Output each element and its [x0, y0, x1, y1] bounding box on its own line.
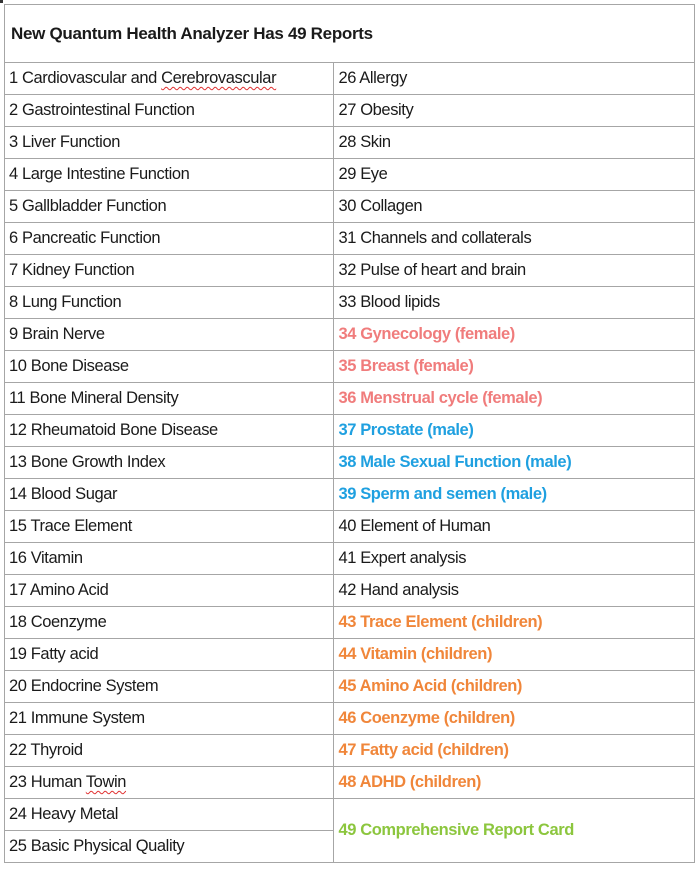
report-cell-right: [334, 191, 695, 223]
report-label: 46 Coenzyme (children): [338, 709, 515, 727]
table-row: [5, 383, 695, 415]
table-row: [5, 319, 695, 351]
report-cell-left: [5, 255, 334, 287]
table-row: [5, 95, 695, 127]
report-label: 26 Allergy: [338, 69, 407, 87]
report-label: 11 Bone Mineral Density: [9, 389, 179, 407]
report-cell-left: [5, 511, 334, 543]
report-cell-left: [5, 703, 334, 735]
table-row: [5, 287, 695, 319]
report-cell-right: [334, 95, 695, 127]
report-label: 9 Brain Nerve: [9, 325, 105, 343]
report-label: 39 Sperm and semen (male): [338, 485, 547, 503]
report-label: 3 Liver Function: [9, 133, 120, 151]
report-cell-right: [334, 767, 695, 799]
report-cell-left: [5, 127, 334, 159]
table-row: [5, 191, 695, 223]
report-cell-left: [5, 767, 334, 799]
report-cell-left: [5, 575, 334, 607]
table-title: New Quantum Health Analyzer Has 49 Reports: [5, 5, 695, 63]
report-label: 28 Skin: [338, 133, 391, 151]
report-cell-right: [334, 159, 695, 191]
table-row: [5, 703, 695, 735]
table-row: [5, 255, 695, 287]
table-row: [5, 127, 695, 159]
report-label: 20 Endocrine System: [9, 677, 159, 695]
report-cell-right: [334, 479, 695, 511]
report-label: 8 Lung Function: [9, 293, 122, 311]
report-label: 24 Heavy Metal: [9, 805, 119, 823]
table-row: [5, 607, 695, 639]
report-cell-left: [5, 735, 334, 767]
report-label: 35 Breast (female): [338, 357, 474, 375]
report-cell-left: [5, 607, 334, 639]
table-row: [5, 447, 695, 479]
report-cell-right: [334, 415, 695, 447]
report-label: 22 Thyroid: [9, 741, 83, 759]
report-cell-left: [5, 543, 334, 575]
report-cell-right: [334, 511, 695, 543]
report-label: 45 Amino Acid (children): [338, 677, 523, 695]
table-row: [5, 479, 695, 511]
report-label: 37 Prostate (male): [338, 421, 474, 439]
report-label: 33 Blood lipids: [338, 293, 440, 311]
spellcheck-flagged-word: Towin: [85, 773, 127, 791]
report-cell-left: [5, 831, 334, 863]
table-row: [5, 415, 695, 447]
table-row: [5, 159, 695, 191]
report-cell-right: [334, 543, 695, 575]
report-label: 6 Pancreatic Function: [9, 229, 161, 247]
report-cell-left: [5, 383, 334, 415]
report-label: 34 Gynecology (female): [338, 325, 515, 343]
report-cell-right-merged: [334, 799, 695, 863]
report-label: 27 Obesity: [338, 101, 414, 119]
report-cell-left: [5, 319, 334, 351]
report-cell-right: [334, 319, 695, 351]
report-label: 47 Fatty acid (children): [338, 741, 509, 759]
report-cell-right: [334, 607, 695, 639]
report-cell-right: [334, 223, 695, 255]
title-row: [5, 5, 695, 63]
report-cell-right: [334, 735, 695, 767]
report-cell-left: [5, 447, 334, 479]
table-row: [5, 223, 695, 255]
table-row: [5, 671, 695, 703]
report-cell-right: [334, 671, 695, 703]
report-label: 40 Element of Human: [338, 517, 491, 535]
reports-table: [4, 4, 695, 863]
report-label: 32 Pulse of heart and brain: [338, 261, 526, 279]
report-label: 42 Hand analysis: [338, 581, 459, 599]
table-row: [5, 511, 695, 543]
report-label: 48 ADHD (children): [338, 773, 482, 791]
table-row: [5, 63, 695, 95]
report-label: 7 Kidney Function: [9, 261, 135, 279]
report-label: 13 Bone Growth Index: [9, 453, 166, 471]
report-label: 38 Male Sexual Function (male): [338, 453, 572, 471]
table-row: [5, 351, 695, 383]
report-label: 16 Vitamin: [9, 549, 83, 567]
report-cell-left: [5, 191, 334, 223]
report-label: 2 Gastrointestinal Function: [9, 101, 195, 119]
report-cell-right: [334, 639, 695, 671]
report-cell-right: [334, 447, 695, 479]
table-row: [5, 735, 695, 767]
report-cell-left: [5, 351, 334, 383]
report-cell-right: [334, 703, 695, 735]
report-label: 36 Menstrual cycle (female): [338, 389, 543, 407]
report-label: 1 Cardiovascular and: [9, 69, 162, 87]
report-cell-right: [334, 127, 695, 159]
report-label-summary: 49 Comprehensive Report Card: [338, 821, 574, 839]
report-cell-right: [334, 575, 695, 607]
cell-corner-marker: [0, 0, 3, 3]
report-label: 29 Eye: [338, 165, 388, 183]
report-cell-left: [5, 287, 334, 319]
report-label: 31 Channels and collaterals: [338, 229, 532, 247]
report-cell-right: [334, 287, 695, 319]
report-label: 4 Large Intestine Function: [9, 165, 190, 183]
report-cell-left: [5, 799, 334, 831]
report-cell-left: [5, 95, 334, 127]
report-cell-left: [5, 415, 334, 447]
report-label: 21 Immune System: [9, 709, 145, 727]
report-label: 5 Gallbladder Function: [9, 197, 167, 215]
table-row: [5, 639, 695, 671]
table-row: [5, 767, 695, 799]
report-cell-right: [334, 255, 695, 287]
report-label: 44 Vitamin (children): [338, 645, 493, 663]
report-label: 25 Basic Physical Quality: [9, 837, 185, 855]
report-label: 14 Blood Sugar: [9, 485, 118, 503]
report-cell-left: [5, 479, 334, 511]
report-label: 30 Collagen: [338, 197, 423, 215]
table-row: [5, 799, 695, 831]
report-label: 18 Coenzyme: [9, 613, 107, 631]
table-row: [5, 543, 695, 575]
spellcheck-flagged-word: Cerebrovascular: [161, 69, 277, 87]
report-label: 23 Human: [9, 773, 86, 791]
report-cell-left: [5, 671, 334, 703]
reports-table-body: [5, 5, 695, 863]
report-cell-right: [334, 63, 695, 95]
report-label: 10 Bone Disease: [9, 357, 129, 375]
report-label: 15 Trace Element: [9, 517, 132, 535]
report-cell-left: [5, 639, 334, 671]
report-cell-right: [334, 383, 695, 415]
report-cell-left: [5, 159, 334, 191]
report-label: 17 Amino Acid: [9, 581, 109, 599]
table-row: [5, 575, 695, 607]
report-cell-left: [5, 223, 334, 255]
report-label: 12 Rheumatoid Bone Disease: [9, 421, 218, 439]
report-cell-left: [5, 63, 334, 95]
report-label: 43 Trace Element (children): [338, 613, 543, 631]
report-label: 19 Fatty acid: [9, 645, 99, 663]
report-cell-right: [334, 351, 695, 383]
report-label: 41 Expert analysis: [338, 549, 467, 567]
